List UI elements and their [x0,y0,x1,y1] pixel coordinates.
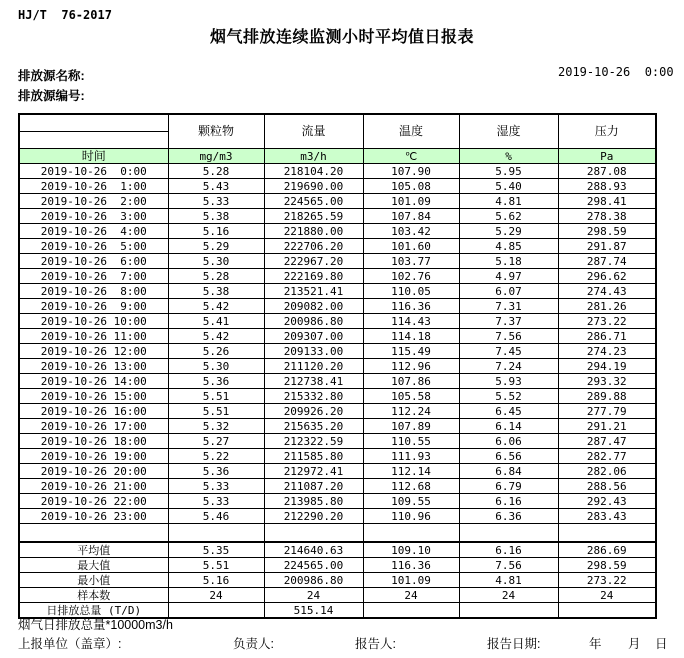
summary-label-cell: 最大值 [19,558,168,573]
value-cell: 4.81 [459,573,558,588]
value-cell: 5.26 [168,344,264,359]
table-header [19,114,656,164]
summary-row [19,573,656,588]
month-label: 月 [628,637,641,651]
unit-cell-pressure: Pa [558,149,656,164]
value-cell: 114.43 [363,314,459,329]
time-cell: 2019-10-26 3:00 [19,209,168,224]
reporting-unit-label: 上报单位（盖章）: [18,637,122,651]
value-cell: 212290.20 [264,509,363,524]
value-cell: 5.36 [168,374,264,389]
value-cell: 291.87 [558,239,656,254]
value-cell: 24 [459,588,558,603]
value-cell: 4.97 [459,269,558,284]
value-cell: 110.96 [363,509,459,524]
value-cell: 5.32 [168,419,264,434]
value-cell: 215635.20 [264,419,363,434]
value-cell: 215332.80 [264,389,363,404]
value-cell: 282.77 [558,449,656,464]
table-row [19,479,656,494]
value-cell: 114.18 [363,329,459,344]
table-row [19,254,656,269]
value-cell: 209082.00 [264,299,363,314]
value-cell: 107.89 [363,419,459,434]
value-cell: 5.46 [168,509,264,524]
value-cell: 211585.80 [264,449,363,464]
value-cell: 101.09 [363,194,459,209]
value-cell: 101.09 [363,573,459,588]
value-cell: 298.41 [558,194,656,209]
table-row [19,419,656,434]
table-row [19,494,656,509]
table-row [19,464,656,479]
time-cell: 2019-10-26 13:00 [19,359,168,374]
time-cell: 2019-10-26 17:00 [19,419,168,434]
value-cell: 5.16 [168,573,264,588]
value-cell: 6.07 [459,284,558,299]
value-cell: 212972.41 [264,464,363,479]
summary-label-cell: 平均值 [19,542,168,558]
value-cell: 112.14 [363,464,459,479]
time-cell: 2019-10-26 1:00 [19,179,168,194]
header-empty-cell [19,114,168,132]
value-cell: 110.55 [363,434,459,449]
value-cell: 5.33 [168,479,264,494]
value-cell: 5.30 [168,254,264,269]
table-row [19,329,656,344]
value-cell: 5.51 [168,404,264,419]
summary-row [19,588,656,603]
table-row [19,179,656,194]
page-title: 烟气排放连续监测小时平均值日报表 [209,29,474,46]
value-cell: 282.06 [558,464,656,479]
value-cell: 298.59 [558,224,656,239]
unit-cell-temperature: ℃ [363,149,459,164]
value-cell: 5.33 [168,494,264,509]
value-cell: 5.95 [459,164,558,179]
value-cell: 273.22 [558,573,656,588]
summary-label-cell: 样本数 [19,588,168,603]
value-cell: 112.24 [363,404,459,419]
value-cell: 5.18 [459,254,558,269]
value-cell [363,603,459,619]
time-cell: 2019-10-26 4:00 [19,224,168,239]
value-cell: 6.14 [459,419,558,434]
column-header-temperature: 温度 [363,114,459,149]
unit-cell-particulate: mg/m3 [168,149,264,164]
value-cell: 5.52 [459,389,558,404]
value-cell: 5.16 [168,224,264,239]
summary-row [19,558,656,573]
time-cell: 2019-10-26 16:00 [19,404,168,419]
value-cell [558,603,656,619]
report-date-label: 报告日期: [487,637,541,651]
table-row [19,344,656,359]
reporter-label: 报告人: [355,637,396,651]
unit-cell-flow: m3/h [264,149,363,164]
table-row [19,509,656,524]
value-cell: 213521.41 [264,284,363,299]
column-header-pressure: 压力 [558,114,656,149]
value-cell: 116.36 [363,299,459,314]
value-cell: 287.74 [558,254,656,269]
value-cell: 5.40 [459,179,558,194]
summary-label-cell: 最小值 [19,573,168,588]
empty-cell [459,524,558,543]
value-cell: 286.71 [558,329,656,344]
monitoring-data-table [18,113,657,619]
value-cell: 218265.59 [264,209,363,224]
summary-rows [19,542,656,618]
header-empty-cell [19,132,168,149]
value-cell: 214640.63 [264,542,363,558]
value-cell: 5.43 [168,179,264,194]
time-cell: 2019-10-26 14:00 [19,374,168,389]
value-cell: 5.51 [168,389,264,404]
column-header-humidity: 湿度 [459,114,558,149]
value-cell: 283.43 [558,509,656,524]
table-row [19,374,656,389]
value-cell: 6.16 [459,542,558,558]
value-cell: 4.85 [459,239,558,254]
table-row [19,299,656,314]
value-cell: 112.96 [363,359,459,374]
time-cell: 2019-10-26 15:00 [19,389,168,404]
year-label: 年 [589,637,602,651]
value-cell: 5.62 [459,209,558,224]
value-cell: 102.76 [363,269,459,284]
spacer-section [19,524,656,543]
value-cell: 5.42 [168,299,264,314]
value-cell: 291.21 [558,419,656,434]
value-cell: 296.62 [558,269,656,284]
value-cell: 281.26 [558,299,656,314]
value-cell: 273.22 [558,314,656,329]
value-cell: 5.42 [168,329,264,344]
column-header-particulate: 颗粒物 [168,114,264,149]
value-cell: 6.36 [459,509,558,524]
value-cell: 288.56 [558,479,656,494]
value-cell: 212738.41 [264,374,363,389]
value-cell: 5.36 [168,464,264,479]
table-row [19,449,656,464]
value-cell: 274.43 [558,284,656,299]
time-cell: 2019-10-26 21:00 [19,479,168,494]
summary-label-cell: 日排放总量 (T/D) [19,603,168,619]
value-cell: 5.93 [459,374,558,389]
value-cell: 6.45 [459,404,558,419]
time-cell: 2019-10-26 22:00 [19,494,168,509]
value-cell: 200986.80 [264,573,363,588]
value-cell: 101.60 [363,239,459,254]
value-cell: 5.38 [168,284,264,299]
value-cell: 6.56 [459,449,558,464]
value-cell: 107.90 [363,164,459,179]
value-cell: 107.86 [363,374,459,389]
value-cell: 107.84 [363,209,459,224]
value-cell: 287.47 [558,434,656,449]
value-cell [459,603,558,619]
table-row [19,209,656,224]
time-cell: 2019-10-26 23:00 [19,509,168,524]
value-cell: 5.29 [168,239,264,254]
value-cell: 298.59 [558,558,656,573]
flow-total-note: 烟气日排放总量*10000m3/h [18,618,173,632]
empty-cell [363,524,459,543]
table-row [19,239,656,254]
value-cell: 515.14 [264,603,363,619]
value-cell: 6.06 [459,434,558,449]
value-cell: 103.77 [363,254,459,269]
responsible-person-label: 负责人: [233,637,274,651]
value-cell: 294.19 [558,359,656,374]
time-cell: 2019-10-26 19:00 [19,449,168,464]
value-cell: 277.79 [558,404,656,419]
time-cell: 2019-10-26 11:00 [19,329,168,344]
value-cell: 211087.20 [264,479,363,494]
value-cell: 7.37 [459,314,558,329]
value-cell: 7.56 [459,329,558,344]
value-cell: 288.93 [558,179,656,194]
value-cell: 7.24 [459,359,558,374]
value-cell: 111.93 [363,449,459,464]
value-cell: 5.22 [168,449,264,464]
value-cell: 5.30 [168,359,264,374]
value-cell: 222967.20 [264,254,363,269]
value-cell [168,603,264,619]
value-cell: 212322.59 [264,434,363,449]
time-cell: 2019-10-26 18:00 [19,434,168,449]
empty-cell [168,524,264,543]
value-cell: 293.32 [558,374,656,389]
standard-number: HJ/T 76-2017 [18,8,112,22]
table-row [19,389,656,404]
value-cell: 103.42 [363,224,459,239]
summary-row [19,542,656,558]
empty-cell [19,524,168,543]
value-cell: 5.28 [168,164,264,179]
value-cell: 287.08 [558,164,656,179]
value-cell: 278.38 [558,209,656,224]
value-cell: 213985.80 [264,494,363,509]
value-cell: 4.81 [459,194,558,209]
time-cell: 2019-10-26 6:00 [19,254,168,269]
value-cell: 5.38 [168,209,264,224]
value-cell: 110.05 [363,284,459,299]
source-id-label: 排放源编号: [18,89,85,103]
value-cell: 200986.80 [264,314,363,329]
time-header: 时间 [19,149,168,164]
value-cell: 7.45 [459,344,558,359]
time-cell: 2019-10-26 20:00 [19,464,168,479]
table-row [19,284,656,299]
day-label: 日 [655,637,668,651]
value-cell: 7.31 [459,299,558,314]
time-cell: 2019-10-26 8:00 [19,284,168,299]
value-cell: 24 [558,588,656,603]
value-cell: 209926.20 [264,404,363,419]
value-cell: 24 [168,588,264,603]
value-cell: 222169.80 [264,269,363,284]
value-cell: 5.35 [168,542,264,558]
table-row [19,194,656,209]
value-cell: 224565.00 [264,194,363,209]
value-cell: 109.10 [363,542,459,558]
value-cell: 274.23 [558,344,656,359]
value-cell: 292.43 [558,494,656,509]
empty-cell [264,524,363,543]
table-row [19,164,656,179]
value-cell: 6.79 [459,479,558,494]
value-cell: 115.49 [363,344,459,359]
value-cell: 105.08 [363,179,459,194]
value-cell: 289.88 [558,389,656,404]
header-row-top [19,114,656,132]
table-row [19,314,656,329]
time-cell: 2019-10-26 2:00 [19,194,168,209]
value-cell: 221880.00 [264,224,363,239]
time-cell: 2019-10-26 0:00 [19,164,168,179]
value-cell: 218104.20 [264,164,363,179]
value-cell: 211120.20 [264,359,363,374]
table-row [19,434,656,449]
value-cell: 209307.00 [264,329,363,344]
time-cell: 2019-10-26 9:00 [19,299,168,314]
report-datetime: 2019-10-26 0:00 [558,65,674,79]
value-cell: 5.41 [168,314,264,329]
value-cell: 7.56 [459,558,558,573]
value-cell: 6.16 [459,494,558,509]
value-cell: 5.29 [459,224,558,239]
value-cell: 222706.20 [264,239,363,254]
value-cell: 24 [363,588,459,603]
value-cell: 112.68 [363,479,459,494]
value-cell: 109.55 [363,494,459,509]
value-cell: 5.28 [168,269,264,284]
value-cell: 5.51 [168,558,264,573]
value-cell: 24 [264,588,363,603]
value-cell: 5.27 [168,434,264,449]
table-row [19,224,656,239]
time-cell: 2019-10-26 5:00 [19,239,168,254]
value-cell: 5.33 [168,194,264,209]
empty-cell [558,524,656,543]
value-cell: 224565.00 [264,558,363,573]
value-cell: 209133.00 [264,344,363,359]
source-name-label: 排放源名称: [18,69,85,83]
column-header-flow: 流量 [264,114,363,149]
value-cell: 219690.00 [264,179,363,194]
value-cell: 116.36 [363,558,459,573]
table-row [19,269,656,284]
time-cell: 2019-10-26 7:00 [19,269,168,284]
time-cell: 2019-10-26 10:00 [19,314,168,329]
unit-cell-humidity: % [459,149,558,164]
table-row [19,359,656,374]
value-cell: 105.58 [363,389,459,404]
value-cell: 286.69 [558,542,656,558]
unit-row [19,149,656,164]
hourly-rows [19,164,656,524]
spacer-row [19,524,656,543]
table-row [19,404,656,419]
value-cell: 6.84 [459,464,558,479]
time-cell: 2019-10-26 12:00 [19,344,168,359]
